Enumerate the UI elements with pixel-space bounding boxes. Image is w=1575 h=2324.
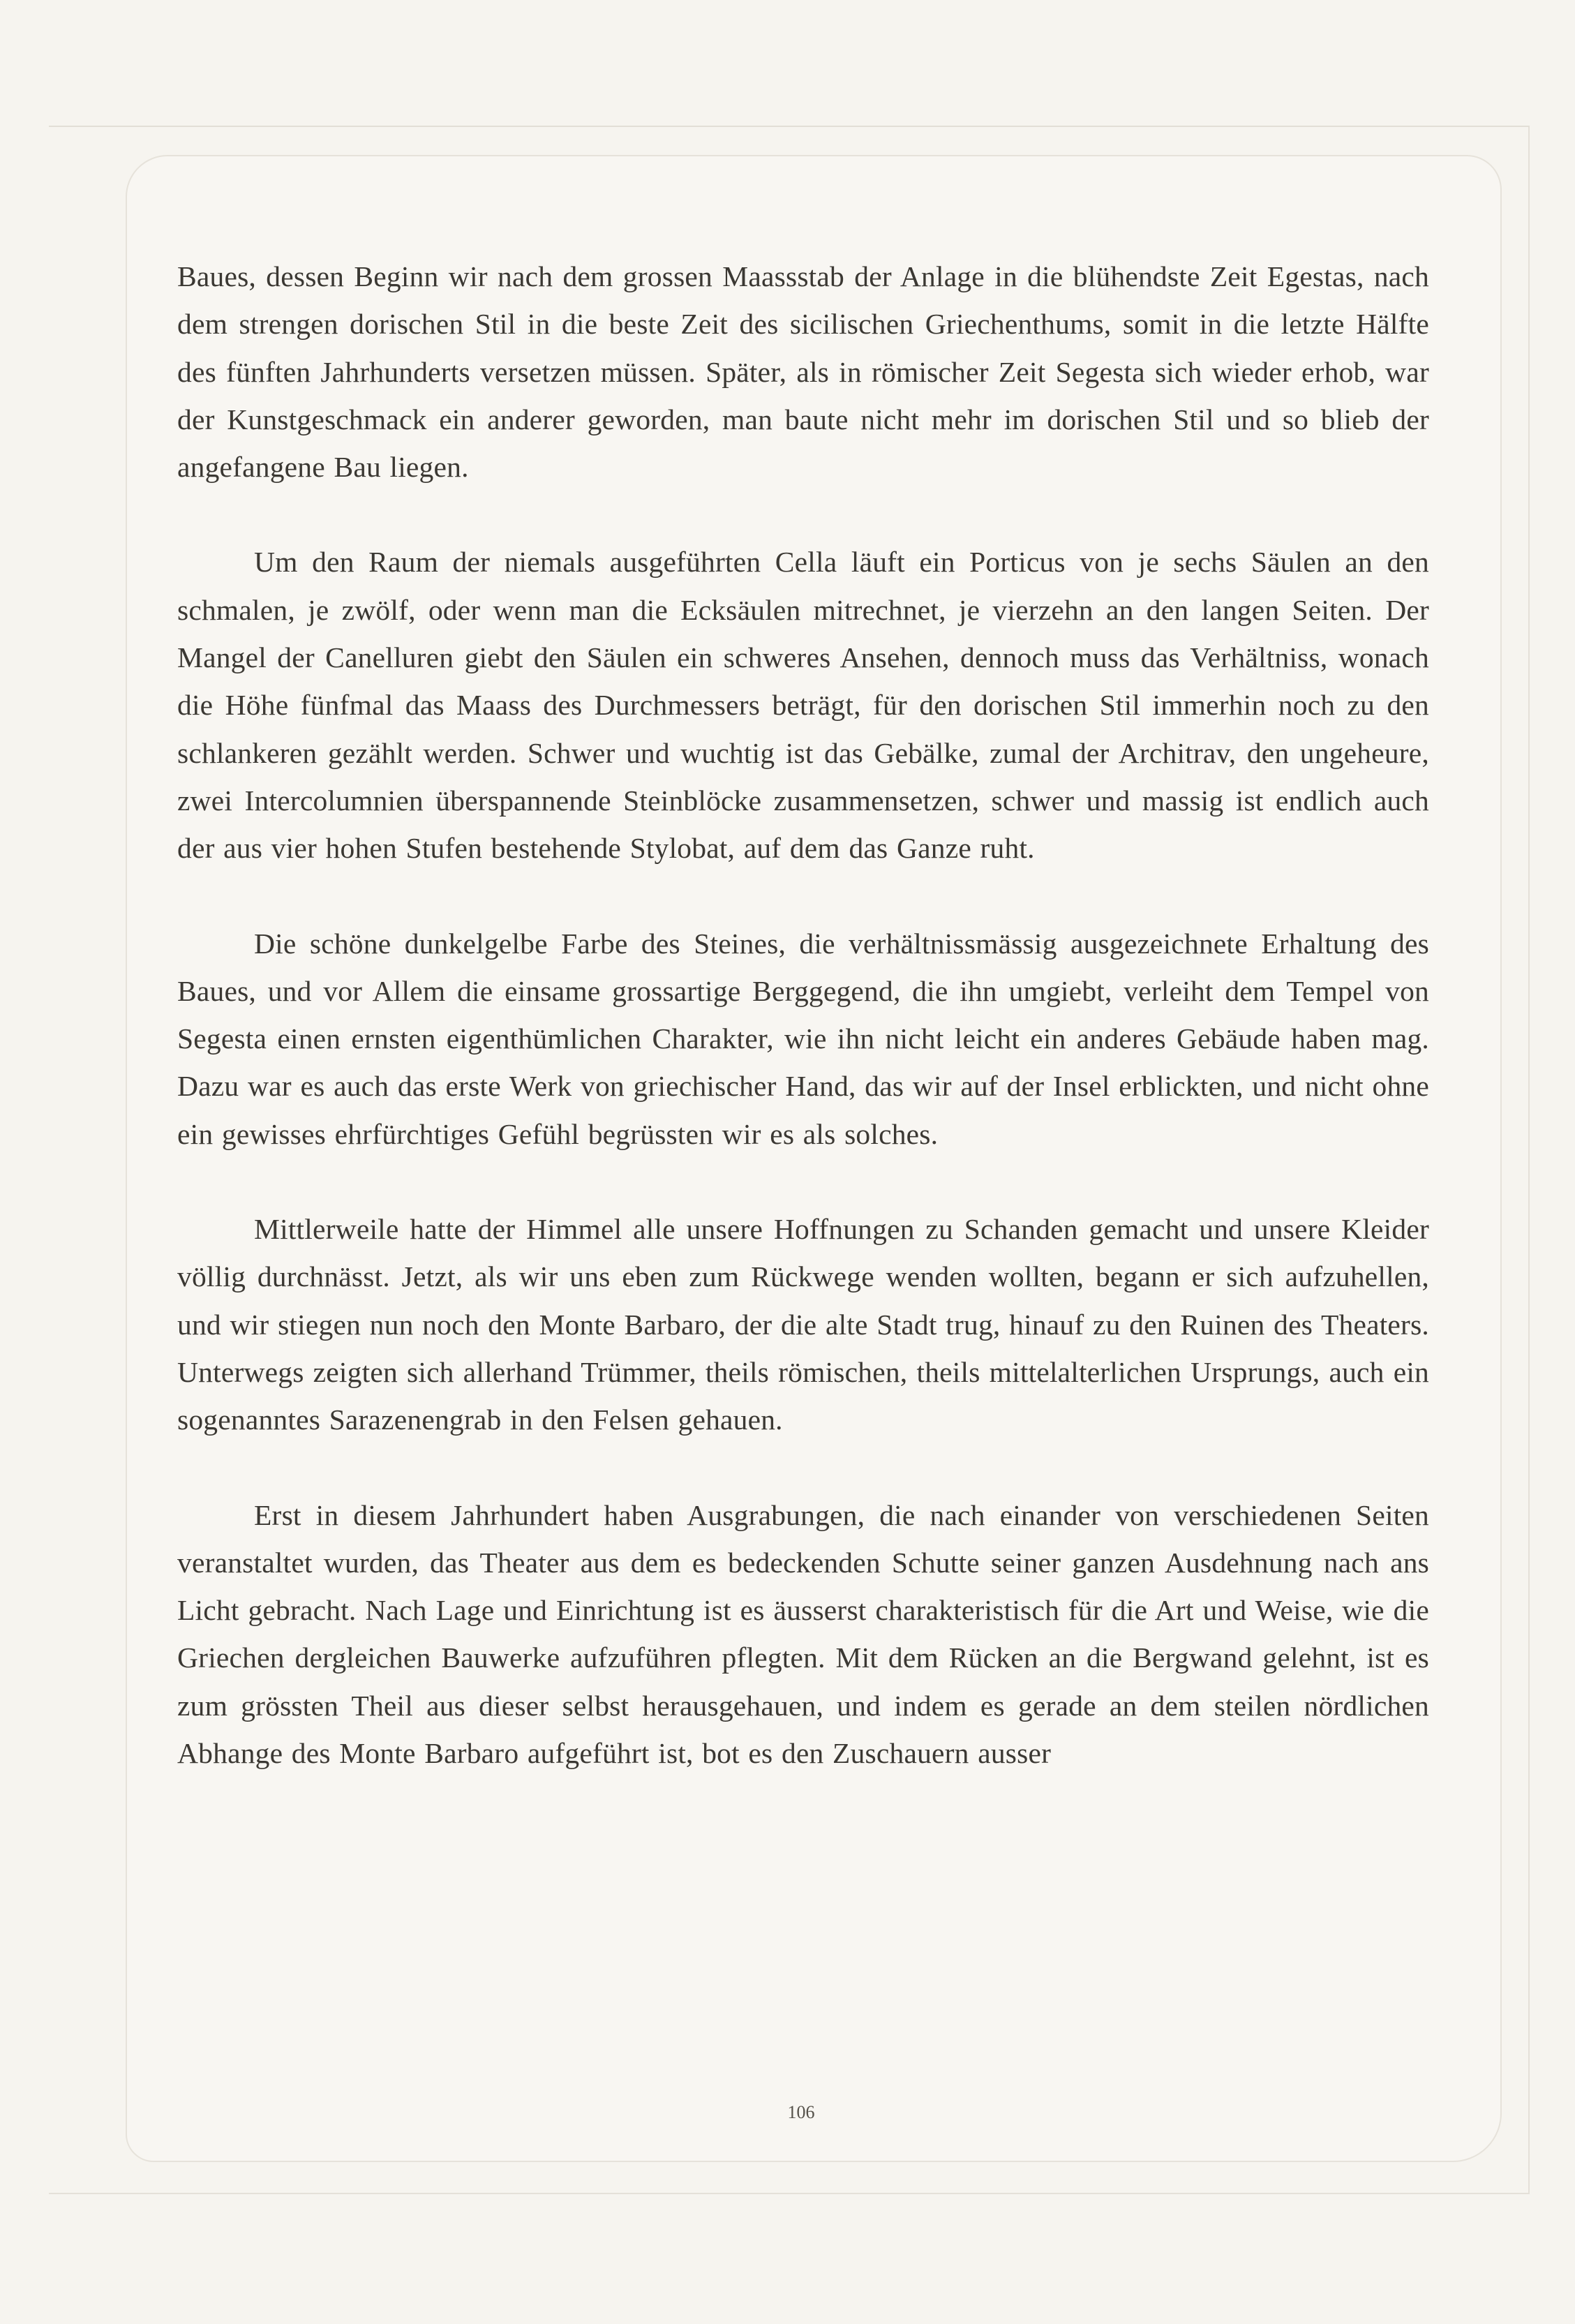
paragraph-5: Erst in diesem Jahrhundert haben Ausgrabungen, die nach einander von verschiedenen Seiten veranstaltet wurden, das Theater aus dem es bedeckenden Schutte seiner ganzen Ausdehnung nach ans Licht gebracht. Nach Lage und Einrichtung ist es äusserst charakteristisch für die Art und Weise, wie die Griechen dergleichen Bauwerke aufzuführen pflegten. Mit dem Rücken an die Bergwand gelehnt, ist es zum grössten Theil aus dieser selbst herausgehauen, und indem es gerade an dem steilen nördlichen Abhange des Monte Barbaro aufgeführt ist, bot es den Zuschauern ausser: [177, 1498, 1429, 1770]
paragraph-2: Um den Raum der niemals ausgeführten Cella läuft ein Porticus von je sechs Säulen an den schmalen, je zwölf, oder wenn man die Ecksäulen mitrechnet, je vierzehn an den langen Seiten. Der Mangel der Canelluren giebt den Säulen ein schweres Ansehen, dennoch muss das Verhältniss, wonach die Höhe fünfmal das Maass des Durchmessers beträgt, für den dorischen Stil immerhin noch zu den schlankeren gezählt werden. Schwer und wuchtig ist das Gebälke, zumal der Architrav, den ungeheure, zwei Intercolumnien überspannende Steinblöcke zusammensetzen, schwer und massig ist endlich auch der aus vier hohen Stufen bestehende Stylobat, auf dem das Ganze ruht.: [177, 546, 1429, 865]
paragraph-4: Mittlerweile hatte der Himmel alle unsere Hoffnungen zu Schanden gemacht und unsere Kleider völlig durchnässt. Jetzt, als wir uns eben zum Rückwege wenden wollten, begann er sich aufzuhellen, und wir stiegen nun noch den Monte Barbaro, der die alte Stadt trug, hinauf zu den Ruinen des Theaters. Unterwegs zeigten sich allerhand Trümmer, theils römischen, theils mittelalterlichen Ursprungs, auch ein sogenanntes Sarazenengrab in den Felsen gehauen.: [177, 1213, 1429, 1436]
page-number: 106: [787, 2102, 815, 2122]
body-text: [177, 253, 1429, 1777]
paragraph-3: Die schöne dunkelgelbe Farbe des Steines, die verhältnissmässig ausgezeichnete Erhaltung des Baues, und vor Allem die einsame grossartige Berggegend, die ihn umgiebt, verleiht dem Tempel von Segesta einen ernsten eigenthümlichen Charakter, wie ihn nicht leicht ein anderes Gebäude haben mag. Dazu war es auch das erste Werk von griechischer Hand, das wir auf der Insel erblickten, und nicht ohne ein gewisses ehrfürchtiges Gefühl begrüssten wir es als solches.: [177, 927, 1429, 1150]
paragraph-1: Baues, dessen Beginn wir nach dem grossen Maassstab der Anlage in die blühendste Zeit Egestas, nach dem strengen dorischen Stil in die beste Zeit des sicilischen Griechenthums, somit in die letzte Hälfte des fünften Jahrhunderts versetzen müssen. Später, als in römischer Zeit Segesta sich wieder erhob, war der Kunstgeschmack ein anderer geworden, man baute nicht mehr im dorischen Stil und so blieb der angefangene Bau liegen.: [177, 260, 1429, 484]
